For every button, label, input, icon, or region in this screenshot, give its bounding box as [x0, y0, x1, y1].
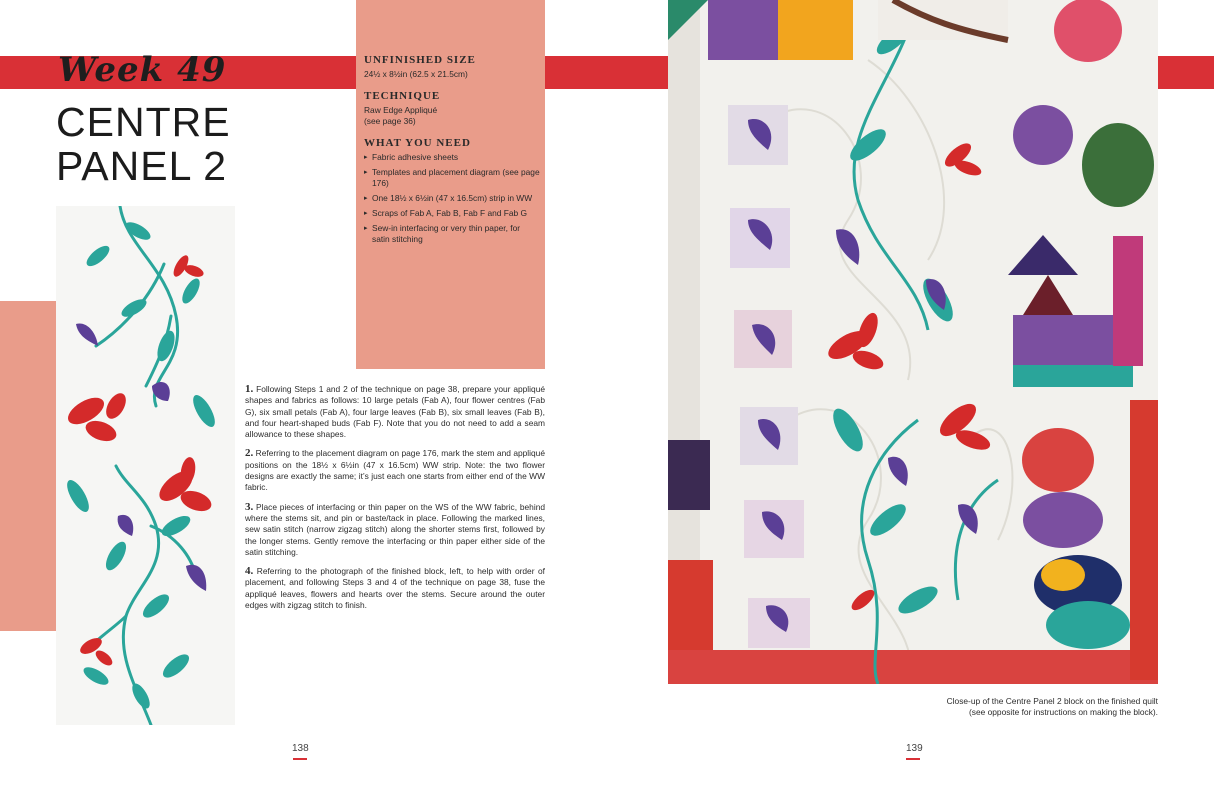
step-number: 1. [245, 383, 254, 395]
page-title [56, 100, 231, 188]
step-3 [245, 502, 545, 558]
step-4 [245, 566, 545, 611]
list-item: ▸ Templates and placement diagram (see page 176) [364, 167, 540, 188]
title-line-2: PANEL 2 [56, 143, 228, 189]
bullet-arrow-icon: ▸ [364, 169, 368, 176]
page-number-underline [293, 758, 307, 760]
title-line-1: CENTRE [56, 99, 231, 145]
technique-heading: TECHNIQUE [364, 90, 441, 102]
finished-block-photo [56, 206, 235, 725]
technique-reference: (see page 36) [364, 116, 416, 126]
header-band-right [1158, 56, 1214, 89]
step-2 [245, 448, 545, 493]
technique-value [364, 105, 540, 127]
step-text: Place pieces of interfacing or thin paper on the WS of the WW fabric, behind where the stems sit, and pin or baste/tack in place. Following the marked lines, sew satin stitch (narrow zigzag stitch) along the shorter stems first, followed by the longer stems. Gently remove the interfacing or thin paper either side of the satin stitching. [245, 501, 546, 557]
quilt-closeup-photo [668, 0, 1158, 684]
bullet-arrow-icon: ▸ [364, 154, 368, 161]
materials-heading: WHAT YOU NEED [364, 137, 471, 149]
step-number: 3. [245, 500, 254, 513]
step-text: Following Steps 1 and 2 of the technique on page 38, prepare your appliqué shapes and fabrics as follows: 10 large petals (Fab A), four flower centres (Fab G), six small petals (Fab A), four large leaves (Fab B), six small leaves (Fab B), and four heart-shaped buds (Fab F). Note that you do not need to add a seam allowance to these shapes. [245, 384, 546, 440]
list-item: ▸ Sew-in interfacing or very thin paper, for satin stitching [364, 223, 521, 244]
bullet-arrow-icon: ▸ [364, 210, 368, 217]
side-accent-block [0, 301, 56, 631]
technique-name: Raw Edge Appliqué [364, 105, 438, 115]
materials-list [364, 152, 540, 245]
unfinished-size-heading: UNFINISHED SIZE [364, 54, 476, 66]
info-box [364, 54, 540, 249]
list-item: ▸ Fabric adhesive sheets [364, 152, 459, 162]
instructions [245, 384, 545, 619]
quilt-illustration [668, 0, 1158, 684]
unfinished-size-value: 24½ x 8½in (62.5 x 21.5cm) [364, 69, 468, 79]
caption-line-1: Close-up of the Centre Panel 2 block on the finished quilt [946, 696, 1158, 706]
week-label: Week 49 [58, 50, 227, 90]
list-item: ▸ One 18½ x 6½in (47 x 16.5cm) strip in WW [364, 193, 533, 203]
step-1 [245, 384, 545, 440]
page-number-underline [906, 758, 920, 760]
page-number-right: 139 [906, 743, 923, 754]
header-band-middle [545, 56, 668, 89]
page-number-left: 138 [292, 743, 309, 754]
step-number: 4. [245, 565, 254, 578]
step-text: Referring to the photograph of the finished block, left, to help with order of placement, and following Steps 3 and 4 of the technique on page 38, fuse the appliqué leaves, flowers and hearts over the stems. Secure around the outer edges with zigzag stitch to finish. [245, 566, 545, 611]
photo-caption [898, 696, 1158, 718]
step-number: 2. [245, 447, 254, 460]
applique-panel-illustration [56, 206, 235, 725]
caption-line-2: (see opposite for instructions on making the block). [969, 707, 1158, 717]
bullet-arrow-icon: ▸ [364, 225, 368, 232]
bullet-arrow-icon: ▸ [364, 195, 368, 202]
list-item: ▸ Scraps of Fab A, Fab B, Fab F and Fab G [364, 208, 528, 218]
step-text: Referring to the placement diagram on page 176, mark the stem and appliqué positions on the 18½ x 6½in (47 x 16.5cm) WW strip. Note: the two flower designs are exactly the same; it’s just each one starts from either end of the WW fabric. [245, 448, 545, 493]
